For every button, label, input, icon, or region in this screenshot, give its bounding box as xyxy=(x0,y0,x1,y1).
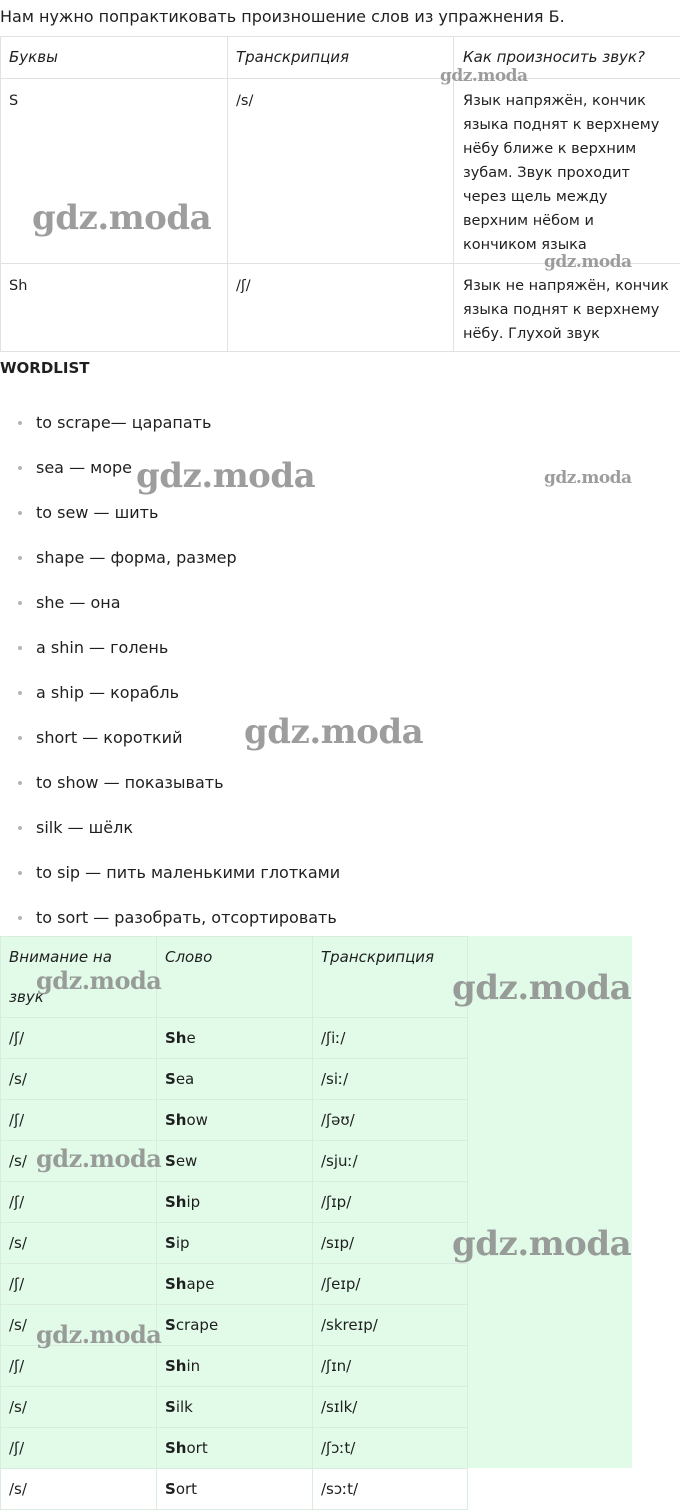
table-row xyxy=(1,1346,468,1387)
word-letters-bold: Sh xyxy=(165,1439,186,1457)
sound-practice-panel xyxy=(0,936,632,1468)
sound-cell: /ʃ/ xyxy=(1,1264,157,1305)
list-item-text: a ship — корабль xyxy=(36,683,179,702)
list-item-text: sea — море xyxy=(36,458,132,477)
transcription-cell: /s/ xyxy=(228,79,454,264)
transcription-cell: /ʃɔːt/ xyxy=(313,1428,468,1469)
sound-cell: /ʃ/ xyxy=(1,1346,157,1387)
list-item xyxy=(14,490,340,535)
list-item-text: shape — форма, размер xyxy=(36,548,237,567)
list-item xyxy=(14,850,340,895)
list-item xyxy=(14,760,340,805)
letters-cell: Sh xyxy=(1,264,228,352)
word-cell xyxy=(157,1428,313,1469)
watermark: gdz.moda xyxy=(544,252,632,272)
list-item-text: to sew — шить xyxy=(36,503,158,522)
word-rest: ow xyxy=(186,1111,207,1129)
bullet-icon xyxy=(18,601,22,605)
table-row xyxy=(1,1059,468,1100)
watermark: gdz.moda xyxy=(136,456,315,496)
table-row xyxy=(1,79,680,264)
list-item-text: to sip — пить маленькими глотками xyxy=(36,863,340,882)
word-rest: in xyxy=(186,1357,200,1375)
header-sound: Внимание на звук xyxy=(1,937,157,1018)
bullet-icon xyxy=(18,781,22,785)
word-cell xyxy=(157,1223,313,1264)
table-row xyxy=(1,1387,468,1428)
table-row xyxy=(1,1305,468,1346)
sound-cell: /ʃ/ xyxy=(1,1018,157,1059)
header-letters: Буквы xyxy=(1,37,228,79)
transcription-cell: /skreɪp/ xyxy=(313,1305,468,1346)
sound-cell: /s/ xyxy=(1,1469,157,1510)
watermark: gdz.moda xyxy=(32,198,211,238)
word-letters-bold: S xyxy=(165,1316,176,1334)
list-item-text: silk — шёлк xyxy=(36,818,133,837)
word-rest: crape xyxy=(176,1316,218,1334)
table-row xyxy=(1,1141,468,1182)
word-rest: ape xyxy=(186,1275,214,1293)
list-item xyxy=(14,400,340,445)
word-letters-bold: Sh xyxy=(165,1111,186,1129)
transcription-cell: /sɪlk/ xyxy=(313,1387,468,1428)
sound-cell: /s/ xyxy=(1,1141,157,1182)
word-rest: ip xyxy=(186,1193,200,1211)
sound-cell: /s/ xyxy=(1,1387,157,1428)
transcription-cell: /ʃeɪp/ xyxy=(313,1264,468,1305)
list-item xyxy=(14,535,340,580)
bullet-icon xyxy=(18,916,22,920)
pronunciation-table xyxy=(0,36,680,352)
word-letters-bold: Sh xyxy=(165,1275,186,1293)
bullet-icon xyxy=(18,466,22,470)
bullet-icon xyxy=(18,826,22,830)
table-row xyxy=(1,1223,468,1264)
sound-practice-table xyxy=(0,936,468,1510)
table-row xyxy=(1,264,680,352)
word-cell xyxy=(157,1100,313,1141)
watermark: gdz.moda xyxy=(244,712,423,752)
bullet-icon xyxy=(18,556,22,560)
wordlist xyxy=(14,400,340,940)
word-cell xyxy=(157,1018,313,1059)
sound-cell: /ʃ/ xyxy=(1,1182,157,1223)
header-word: Слово xyxy=(157,937,313,1018)
watermark: gdz.moda xyxy=(452,968,631,1008)
sound-cell: /s/ xyxy=(1,1305,157,1346)
bullet-icon xyxy=(18,736,22,740)
header-how-to-pronounce: Как произносить звук? xyxy=(454,37,680,79)
word-rest: ort xyxy=(176,1480,197,1498)
word-cell xyxy=(157,1346,313,1387)
bullet-icon xyxy=(18,871,22,875)
table-row xyxy=(1,1428,468,1469)
list-item-text: a shin — голень xyxy=(36,638,168,657)
table-row xyxy=(1,1264,468,1305)
description-cell: Язык напряжён, кончик языка поднят к верхнему нёбу ближе к верхним зубам. Звук проходит через щель между верхним нёбом и кончиком языка xyxy=(454,79,680,264)
bullet-icon xyxy=(18,421,22,425)
letters-cell: S xyxy=(1,79,228,264)
watermark: gdz.moda xyxy=(36,1144,161,1173)
transcription-cell: /ʃɪp/ xyxy=(313,1182,468,1223)
bullet-icon xyxy=(18,511,22,515)
word-letters-bold: Sh xyxy=(165,1029,186,1047)
watermark: gdz.moda xyxy=(440,66,528,86)
table-row xyxy=(1,1100,468,1141)
description-cell: Язык не напряжён, кончик языка поднят к верхнему нёбу. Глухой звук xyxy=(454,264,680,352)
word-rest: ea xyxy=(176,1070,194,1088)
sound-cell: /s/ xyxy=(1,1059,157,1100)
word-letters-bold: S xyxy=(165,1152,176,1170)
word-cell xyxy=(157,1182,313,1223)
list-item xyxy=(14,670,340,715)
transcription-cell: /ʃ/ xyxy=(228,264,454,352)
sound-cell: /ʃ/ xyxy=(1,1100,157,1141)
watermark: gdz.moda xyxy=(544,468,632,488)
sound-cell: /s/ xyxy=(1,1223,157,1264)
list-item-text: short — короткий xyxy=(36,728,182,747)
word-cell xyxy=(157,1141,313,1182)
watermark: gdz.moda xyxy=(452,1224,631,1264)
list-item-text: to show — показывать xyxy=(36,773,224,792)
word-letters-bold: S xyxy=(165,1234,176,1252)
list-item-text: to sort — разобрать, отсортировать xyxy=(36,908,337,927)
bullet-icon xyxy=(18,691,22,695)
header-transcription: Транскрипция xyxy=(313,937,468,1018)
word-letters-bold: Sh xyxy=(165,1357,186,1375)
bullet-icon xyxy=(18,646,22,650)
word-rest: e xyxy=(186,1029,195,1047)
list-item xyxy=(14,625,340,670)
word-letters-bold: S xyxy=(165,1070,176,1088)
word-cell xyxy=(157,1469,313,1510)
word-cell xyxy=(157,1305,313,1346)
word-rest: ort xyxy=(186,1439,207,1457)
word-rest: ilk xyxy=(176,1398,193,1416)
sound-cell: /ʃ/ xyxy=(1,1428,157,1469)
transcription-cell: /ʃəʊ/ xyxy=(313,1100,468,1141)
wordlist-title: WORDLIST xyxy=(0,358,89,378)
list-item xyxy=(14,445,340,490)
watermark: gdz.moda xyxy=(36,966,161,995)
transcription-cell: /siː/ xyxy=(313,1059,468,1100)
word-rest: ip xyxy=(176,1234,190,1252)
list-item xyxy=(14,895,340,940)
table-row xyxy=(1,1182,468,1223)
word-letters-bold: S xyxy=(165,1398,176,1416)
transcription-cell: /ʃɪn/ xyxy=(313,1346,468,1387)
transcription-cell: /ʃiː/ xyxy=(313,1018,468,1059)
word-rest: ew xyxy=(176,1152,198,1170)
word-cell xyxy=(157,1387,313,1428)
word-letters-bold: S xyxy=(165,1480,176,1498)
word-letters-bold: Sh xyxy=(165,1193,186,1211)
word-cell xyxy=(157,1264,313,1305)
watermark: gdz.moda xyxy=(36,1320,161,1349)
table-row xyxy=(1,1469,468,1510)
list-item-text: to scrape— царапать xyxy=(36,413,211,432)
list-item xyxy=(14,805,340,850)
header-transcription: Транскрипция xyxy=(228,37,454,79)
intro-text: Нам нужно попрактиковать произношение слов из упражнения Б. xyxy=(0,6,565,28)
transcription-cell: /sɔːt/ xyxy=(313,1469,468,1510)
transcription-cell: /sɪp/ xyxy=(313,1223,468,1264)
table-row xyxy=(1,1018,468,1059)
list-item xyxy=(14,580,340,625)
list-item xyxy=(14,715,340,760)
list-item-text: she — она xyxy=(36,593,121,612)
word-cell xyxy=(157,1059,313,1100)
transcription-cell: /sjuː/ xyxy=(313,1141,468,1182)
